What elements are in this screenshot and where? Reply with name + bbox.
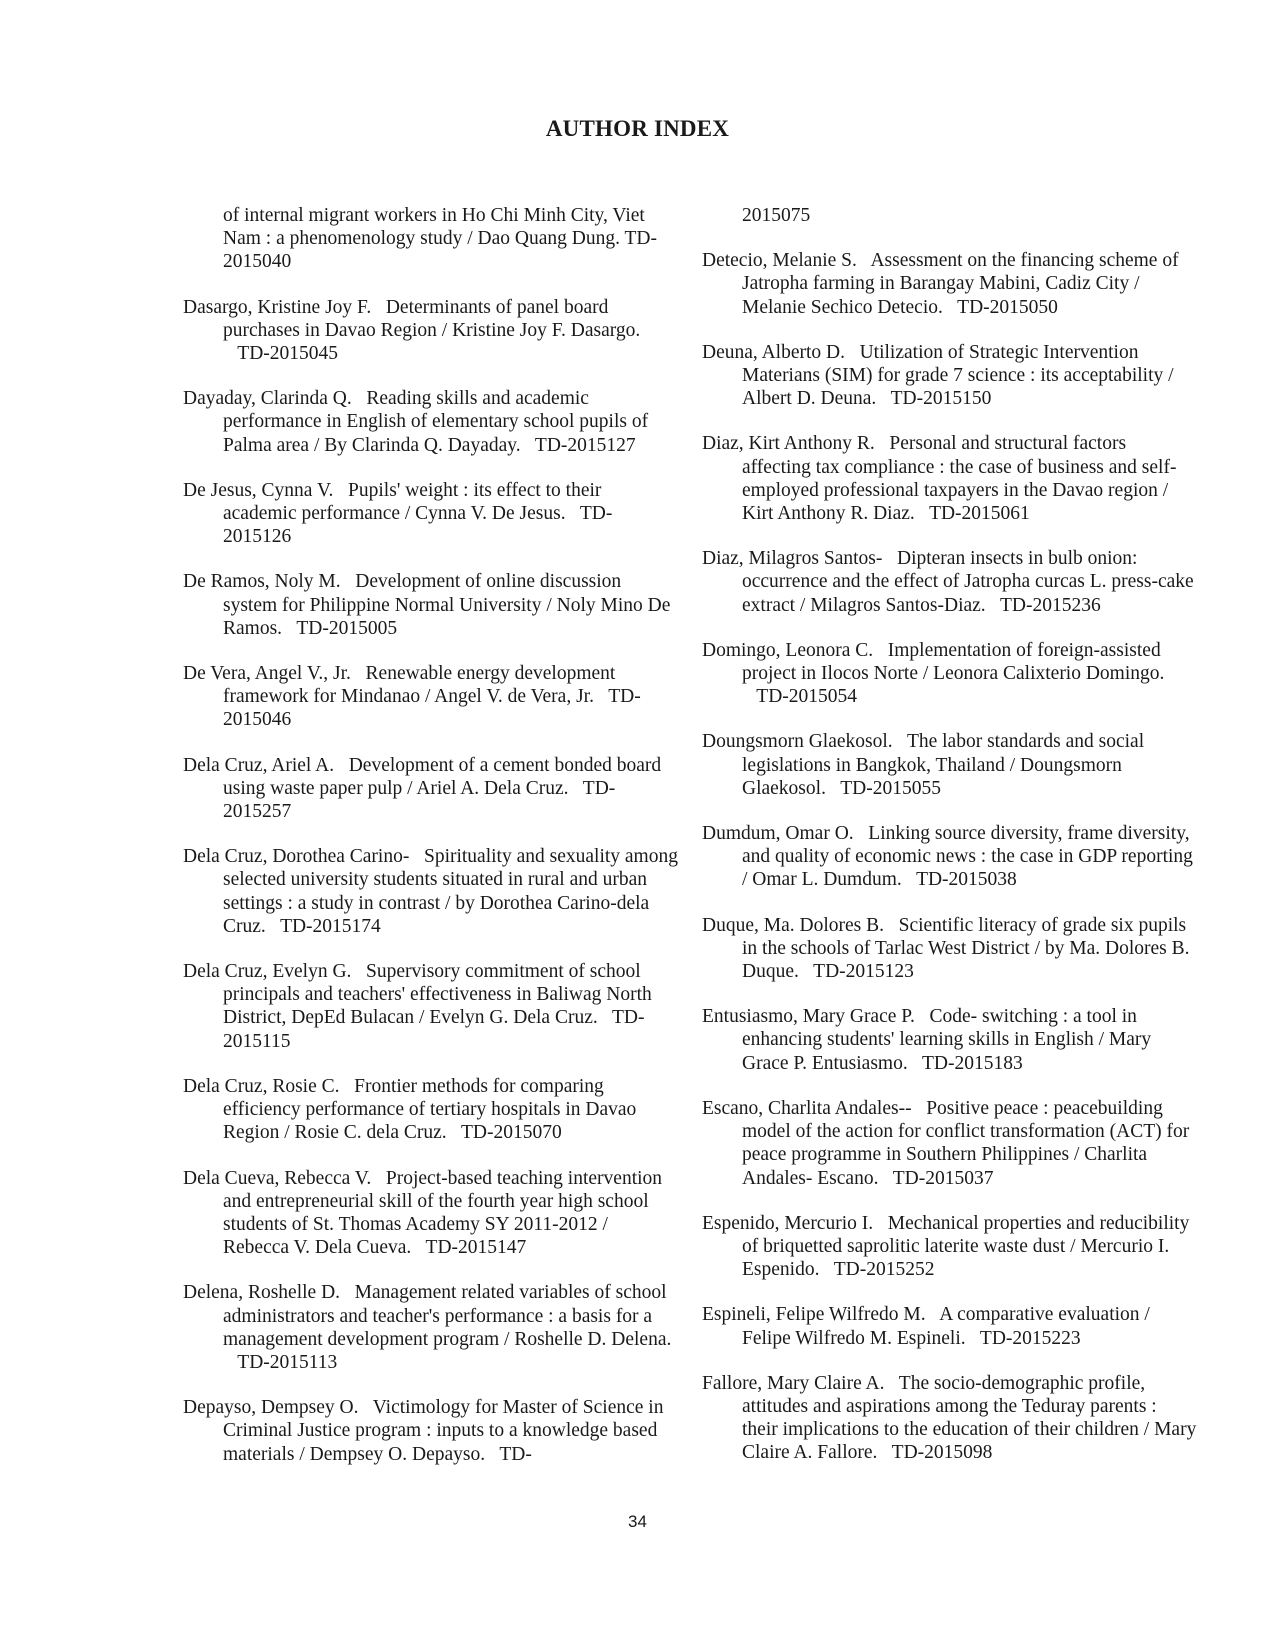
entry-author: Diaz, Milagros Santos-	[702, 548, 883, 570]
entry-title: The socio-demographic profile, attitudes and aspirations among the Teduray parents : their implications to the education of their children / Mary Claire A. Fallore.	[742, 1372, 1197, 1464]
entry-title: Mechanical properties and reducibility of briquetted saprolitic laterite waste dust / Mercurio I. Espenido.	[742, 1212, 1190, 1281]
entry-id: TD-	[499, 1443, 532, 1465]
index-entry	[702, 1212, 1197, 1282]
entry-id: TD-2015055	[840, 777, 941, 799]
entry-author: Dela Cruz, Rosie C.	[183, 1075, 340, 1097]
entry-id: TD-2015098	[891, 1442, 993, 1464]
entry-id: TD-2015037	[892, 1167, 994, 1189]
index-entry	[702, 914, 1197, 984]
index-entry	[183, 960, 678, 1053]
right-entry-list	[702, 249, 1197, 1464]
entry-title: Pupils' weight : its effect to their academic performance / Cynna V. De Jesus.	[223, 479, 602, 525]
index-entry	[183, 754, 678, 824]
entry-id: TD-2015123	[813, 961, 914, 983]
entry-author: Dela Cruz, Evelyn G.	[183, 961, 352, 983]
index-entry	[183, 662, 678, 732]
entry-id: TD-2015150	[890, 388, 992, 410]
entry-id: TD-2015038	[916, 869, 1017, 891]
index-entry	[702, 432, 1197, 525]
index-entry	[183, 1396, 678, 1466]
entry-title: Development of online discussion system for Philippine Normal University / Noly Mino De Ramos.	[223, 571, 671, 639]
index-entry	[183, 387, 678, 457]
entry-author: Dumdum, Omar O.	[702, 823, 854, 845]
index-entry	[183, 1075, 678, 1145]
entry-id: TD-2015054	[756, 686, 858, 708]
entry-author: Deuna, Alberto D.	[702, 341, 845, 363]
entry-author: Dela Cruz, Dorothea Carino-	[183, 846, 410, 868]
entry-author: De Jesus, Cynna V.	[183, 479, 334, 501]
index-entry	[702, 822, 1197, 892]
entry-id: TD-2015070	[460, 1122, 562, 1144]
entry-author: De Vera, Angel V., Jr.	[183, 663, 351, 685]
entry-author: Duque, Ma. Dolores B.	[702, 914, 884, 936]
index-entry	[702, 730, 1197, 800]
index-entry	[702, 1372, 1197, 1465]
entry-author: Diaz, Kirt Anthony R.	[702, 433, 875, 455]
entry-title: Scientific literacy of grade six pupils in the schools of Tarlac West District / by Ma. Dolores B. Duque.	[742, 914, 1190, 983]
entry-id: TD-2015061	[929, 503, 1030, 525]
entry-title: Project-based teaching intervention and entrepreneurial skill of the fourth year high school students of St. Thomas Academy SY 2011-2012 / Rebecca V. Dela Cueva.	[223, 1167, 663, 1259]
entry-id: TD-2015223	[979, 1327, 1081, 1349]
entry-id: TD-2015050	[957, 296, 1058, 318]
entry-title: The labor standards and social legislations in Bangkok, Thailand / Doungsmorn Glaekosol.	[742, 731, 1145, 799]
index-entry	[702, 547, 1197, 617]
index-entry	[702, 639, 1197, 709]
entry-author: Domingo, Leonora C.	[702, 639, 874, 661]
entry-title: Renewable energy development framework for Mindanao / Angel V. de Vera, Jr.	[223, 663, 616, 708]
index-entry	[183, 479, 678, 549]
entry-title: Assessment on the financing scheme of Jatropha farming in Barangay Mabini, Cadiz City / Melanie Sechico Detecio.	[742, 250, 1179, 318]
entry-id: TD-2015236	[999, 594, 1101, 616]
entry-author: Depayso, Dempsey O.	[183, 1397, 359, 1419]
entry-author: De Ramos, Noly M.	[183, 571, 341, 593]
entry-title: Development of a cement bonded board using waste paper pulp / Ariel A. Dela Cruz.	[223, 754, 662, 799]
entry-author: Dayaday, Clarinda Q.	[183, 388, 352, 410]
index-entry	[702, 1005, 1197, 1075]
entry-title: Dipteran insects in bulb onion: occurrence and the effect of Jatropha curcas L. press-cake extract / Milagros Santos-Diaz.	[742, 548, 1194, 616]
entry-id: TD-2015174	[280, 915, 381, 937]
entry-author: Dasargo, Kristine Joy F.	[183, 296, 372, 318]
entry-author: Dela Cueva, Rebecca V.	[183, 1167, 372, 1189]
left-column	[183, 204, 678, 1488]
entry-title: Frontier methods for comparing efficiency performance of tertiary hospitals in Davao Region / Rosie C. dela Cruz.	[223, 1075, 637, 1144]
continuation-entry: 2015075	[742, 205, 811, 226]
entry-id: TD-2015183	[922, 1052, 1023, 1074]
page-number: 34	[628, 1512, 647, 1531]
index-entry	[702, 1303, 1197, 1349]
entry-title: Implementation of foreign-assisted project in Ilocos Norte / Leonora Calixterio Domingo.	[742, 639, 1165, 685]
entry-author: Delena, Roshelle D.	[183, 1282, 341, 1304]
entry-author: Espenido, Mercurio I.	[702, 1212, 874, 1234]
left-entry-list	[183, 296, 678, 1466]
entry-id: TD-2015257	[223, 777, 616, 823]
index-entry	[183, 1167, 678, 1260]
index-entry	[183, 296, 678, 366]
entry-author: Doungsmorn Glaekosol.	[702, 731, 893, 753]
entry-author: Detecio, Melanie S.	[702, 250, 857, 272]
index-entry	[183, 845, 678, 938]
entry-title: Code- switching : a tool in enhancing students' learning skills in English / Mary Grace P. Entusiasmo.	[742, 1006, 1152, 1074]
entry-id: TD-2015127	[534, 434, 636, 456]
entry-title: Linking source diversity, frame diversity, and quality of economic news : the case in GDP reporting / Omar L. Dumdum.	[742, 823, 1193, 891]
entry-title: Spirituality and sexuality among selected university students situated in rural and urban settings : a study in contrast / by Dorothea Carino-dela Cruz.	[223, 846, 678, 937]
continuation-entry: of internal migrant workers in Ho Chi Minh City, Viet Nam : a phenomenology study / Dao Quang Dung. TD-2015040	[223, 205, 657, 273]
entry-title: Utilization of Strategic Intervention Materians (SIM) for grade 7 science : its acceptability / Albert D. Deuna.	[742, 341, 1174, 410]
page-title: AUTHOR INDEX	[545, 116, 730, 141]
entry-id: TD-2015115	[223, 1007, 645, 1052]
entry-author: Dela Cruz, Ariel A.	[183, 754, 335, 776]
index-entry	[183, 570, 678, 640]
index-entry	[702, 341, 1197, 411]
entry-title: Determinants of panel board purchases in Davao Region / Kristine Joy F. Dasargo.	[223, 296, 641, 341]
entry-id: TD-2015046	[223, 686, 641, 731]
index-entry	[702, 249, 1197, 319]
entry-id: TD-2015147	[425, 1237, 527, 1259]
entry-title: Victimology for Master of Science in Criminal Justice program : inputs to a knowledge based materials / Dempsey O. Depayso.	[223, 1397, 664, 1465]
entry-author: Fallore, Mary Claire A.	[702, 1372, 885, 1394]
entry-id: TD-2015113	[237, 1351, 338, 1373]
entry-id: TD-2015005	[296, 617, 398, 639]
entry-title: Management related variables of school administrators and teacher's performance : a basis for a management development program / Roshelle D. Delena.	[223, 1282, 672, 1350]
entry-author: Espineli, Felipe Wilfredo M.	[702, 1304, 926, 1326]
entry-title: Personal and structural factors affecting tax compliance : the case of business and self-employed professional taxpayers in the Davao region / Kirt Anthony R. Diaz.	[742, 433, 1177, 525]
entry-id: TD-2015252	[833, 1259, 935, 1281]
index-entry	[183, 1281, 678, 1374]
entry-title: Positive peace : peacebuilding model of the action for conflict transformation (ACT) for peace programme in Southern Philippines / Charlita Andales- Escano.	[742, 1097, 1190, 1189]
entry-id: TD-2015126	[223, 503, 613, 548]
entry-title: A comparative evaluation / Felipe Wilfredo M. Espineli.	[742, 1304, 1150, 1349]
entry-title: Supervisory commitment of school principals and teachers' effectiveness in Baliwag North District, DepEd Bulacan / Evelyn G. Dela Cruz.	[223, 961, 652, 1029]
right-column	[702, 204, 1197, 1487]
entry-id: TD-2015045	[237, 343, 339, 365]
index-entry	[702, 1097, 1197, 1190]
entry-author: Escano, Charlita Andales--	[702, 1097, 912, 1119]
entry-title: Reading skills and academic performance in English of elementary school pupils of Palma area / By Clarinda Q. Dayaday.	[223, 388, 649, 456]
entry-author: Entusiasmo, Mary Grace P.	[702, 1006, 915, 1028]
